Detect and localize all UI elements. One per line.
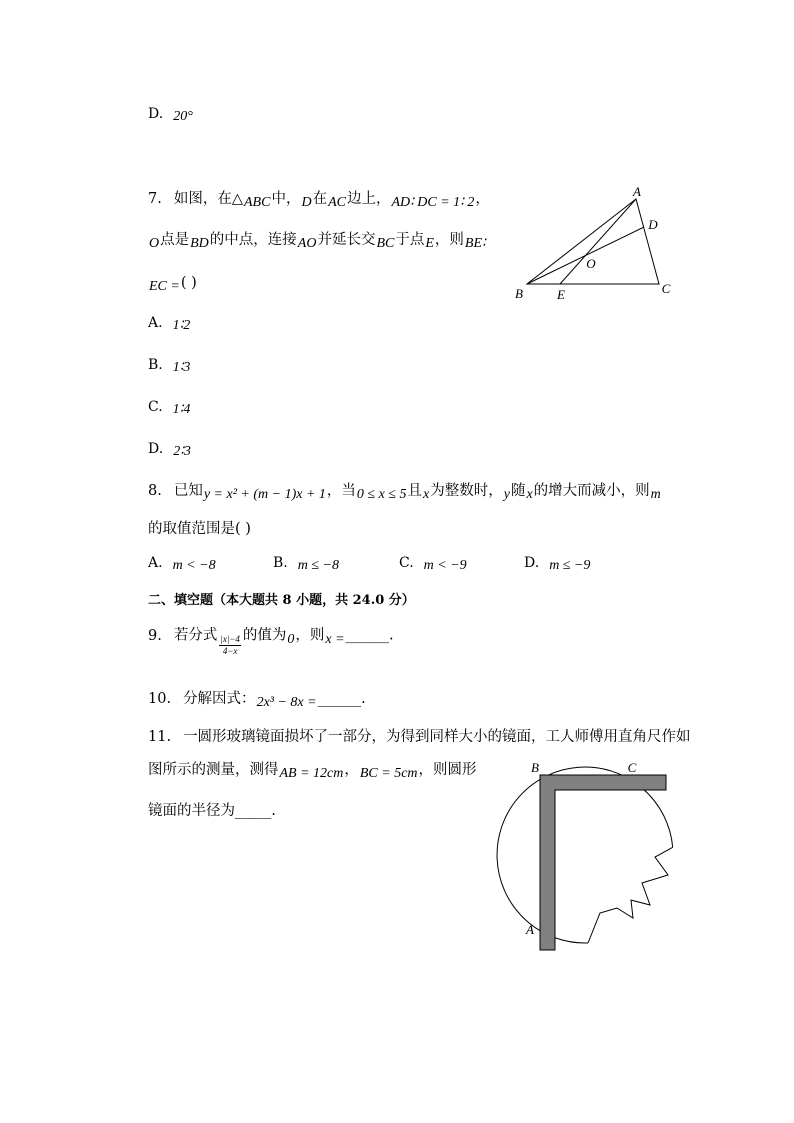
q7-triangle-figure <box>510 183 685 305</box>
text-segment: ， <box>475 191 490 207</box>
label-b: B <box>531 760 539 775</box>
answer-blank: ______ <box>317 691 362 707</box>
math-expression: BE∶ <box>464 236 486 251</box>
previous-question-option-d <box>148 104 194 124</box>
text-segment: ，则圆形 <box>418 762 477 778</box>
math-expression: y <box>503 487 510 502</box>
text-segment: . <box>361 691 366 707</box>
text-segment: 且 <box>407 483 422 499</box>
math-expression: AC <box>328 195 346 210</box>
option-label: B. <box>273 555 288 571</box>
text-segment: ， <box>344 762 359 778</box>
option-label: A. <box>148 315 163 331</box>
q8-option-d <box>524 553 591 573</box>
section-title: 二、填空题（本大题共 8 小题，共 24.0 分） <box>148 593 415 608</box>
math-expression: EC = <box>149 279 180 294</box>
math-expression: x = <box>325 631 345 647</box>
question-number: 10. <box>148 691 172 707</box>
q8-line-2 <box>148 519 251 539</box>
math-expression: D <box>301 195 312 210</box>
math-expression: AD∶ DC = 1∶ 2 <box>391 195 475 210</box>
text-segment: 在 <box>312 191 328 207</box>
q11-mirror-figure <box>490 755 685 955</box>
question-number: 9. <box>148 627 162 644</box>
label-a: A <box>526 922 534 937</box>
option-label: D. <box>524 555 540 571</box>
question-number: 7. <box>148 191 162 207</box>
text-segment: 点是 <box>160 232 190 248</box>
q7-line-1 <box>148 189 490 210</box>
fraction-numerator: |x|−4 <box>220 634 240 644</box>
q8-option-c <box>399 553 468 573</box>
text-segment: ( ) <box>180 275 197 291</box>
option-label: D. <box>148 106 164 122</box>
option-value: 20° <box>173 109 193 124</box>
math-expression: BC <box>376 236 395 251</box>
label-b: B <box>515 286 523 301</box>
label-c: C <box>627 760 637 775</box>
q11-line-1 <box>148 727 691 747</box>
text-segment: 的增大而减小，则 <box>533 483 650 499</box>
label-a: A <box>633 184 641 199</box>
fraction <box>219 634 241 657</box>
option-value: m ≤ −9 <box>549 558 591 573</box>
text-segment: 图所示的测量，测得 <box>148 762 279 778</box>
math-expression: O <box>149 236 160 251</box>
right-angle-ruler <box>540 775 666 950</box>
q7-option-c <box>148 397 191 417</box>
triangle-abc <box>527 199 659 284</box>
text-segment: 分解因式： <box>183 691 256 707</box>
segment-ae <box>560 199 636 284</box>
text-segment: ，则 <box>434 232 464 248</box>
math-expression: AB = 12cm <box>279 766 344 781</box>
text-segment: 于点 <box>395 232 425 248</box>
math-expression: x <box>423 487 430 502</box>
label-d: D <box>648 217 658 232</box>
text-segment: 的中点，连接 <box>209 232 297 248</box>
option-value: m ≤ −8 <box>297 558 339 573</box>
math-expression: BC = 5cm <box>359 766 418 781</box>
q7-option-b <box>148 355 191 375</box>
q7-line-2 <box>148 230 487 251</box>
text-segment: 的取值范围是( ) <box>148 521 251 537</box>
math-expression: BD <box>190 236 209 251</box>
math-expression: m <box>650 487 661 502</box>
option-value: 1∶4 <box>172 402 191 417</box>
q11-line-3 <box>148 801 276 821</box>
text-segment: 已知 <box>173 483 203 499</box>
option-label: C. <box>399 555 414 571</box>
q8-option-b <box>273 553 340 573</box>
option-label: C. <box>148 399 163 415</box>
text-segment: △ <box>231 191 243 207</box>
math-expression: E <box>425 236 434 251</box>
text-segment: 并延长交 <box>317 232 376 248</box>
q9-line-1 <box>148 624 394 656</box>
label-e: E <box>557 287 565 302</box>
q11-line-2 <box>148 760 477 781</box>
text-segment: 一圆形玻璃镜面损坏了一部分，为得到同样大小的镜面，工人师傅用直角尺作如 <box>183 729 691 745</box>
math-expression: 2x³ − 8x = <box>256 695 317 710</box>
text-segment: 随 <box>510 483 526 499</box>
broken-edge <box>588 847 673 943</box>
option-label: A. <box>148 555 163 571</box>
option-value: 2∶3 <box>173 444 191 459</box>
option-value: 1∶3 <box>172 360 191 375</box>
option-value: m < −8 <box>172 558 216 573</box>
option-label: B. <box>148 357 163 373</box>
fraction-denominator: 4−x <box>222 646 238 656</box>
text-segment: . <box>271 803 276 819</box>
text-segment: 中， <box>271 191 301 207</box>
text-segment: 如图，在 <box>173 191 232 207</box>
text-segment: 边上， <box>346 191 391 207</box>
text-segment: 镜面的半径为 <box>148 803 235 819</box>
text-segment: ，则 <box>295 627 325 644</box>
math-expression: x <box>526 487 533 502</box>
q8-option-a <box>148 553 217 573</box>
text-segment: 若分式 <box>173 627 218 644</box>
math-expression: 0 <box>287 631 295 647</box>
broken-circle-arc <box>497 767 673 943</box>
q7-option-d <box>148 439 192 459</box>
option-label: D. <box>148 441 164 457</box>
math-expression: ABC <box>244 195 271 210</box>
q7-line-3 <box>148 273 197 294</box>
text-segment: 的值为 <box>242 627 287 644</box>
answer-blank: _____ <box>235 803 272 819</box>
q7-option-a <box>148 313 191 333</box>
question-number: 8. <box>148 483 162 499</box>
text-segment: . <box>389 627 394 644</box>
label-c: C <box>661 281 671 296</box>
option-value: m < −9 <box>423 558 467 573</box>
math-expression: 0 ≤ x ≤ 5 <box>356 487 407 502</box>
text-segment: ，当 <box>326 483 356 499</box>
answer-blank: ______ <box>345 627 390 644</box>
text-segment: 为整数时， <box>430 483 503 499</box>
q10-line-1 <box>148 689 366 710</box>
question-number: 11. <box>148 729 172 745</box>
math-expression: y = x² + (m − 1)x + 1 <box>203 487 326 502</box>
label-o: O <box>586 256 596 271</box>
option-value: 1∶2 <box>172 318 191 333</box>
math-expression: AO <box>297 236 317 251</box>
q8-line-1 <box>148 481 662 502</box>
